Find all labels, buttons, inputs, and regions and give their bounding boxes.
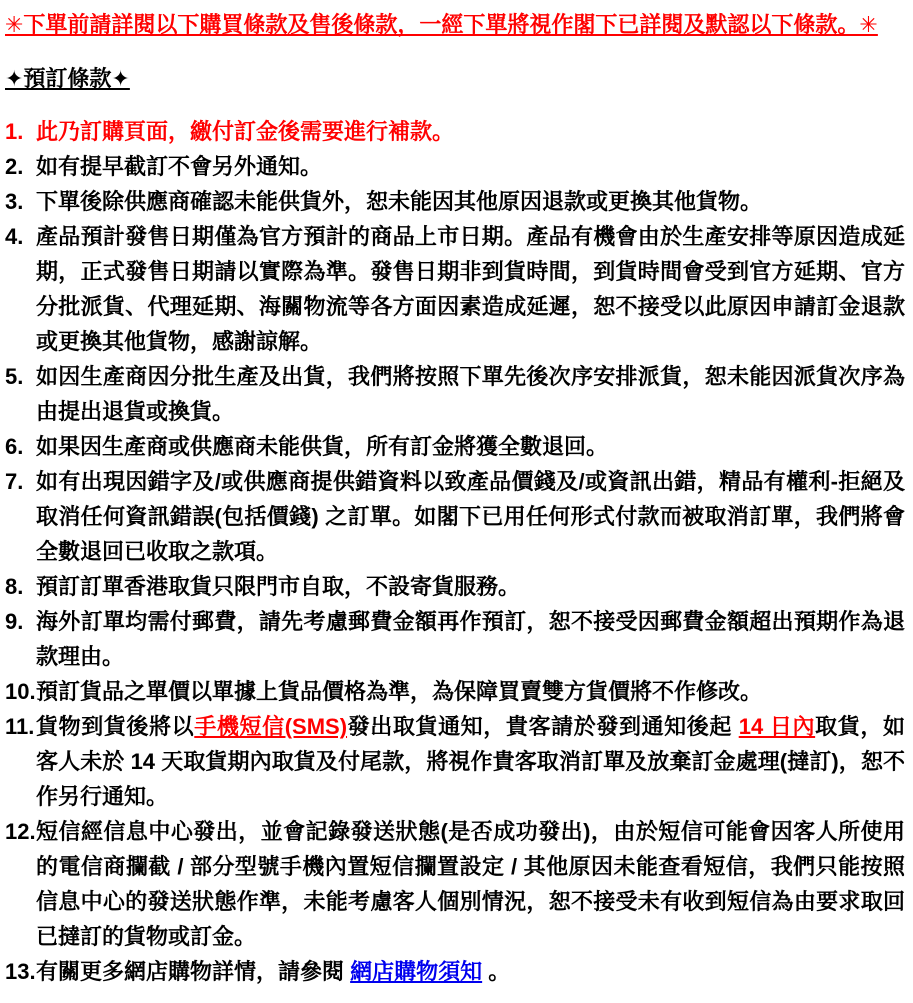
term-text: 取貨，如客人未於 14 天取貨期內取貨及付尾款，將視作貴客取消訂單及放棄訂金處理(撻訂)，恕不作另行通知。 <box>36 714 905 809</box>
term-text: 貨物到貨後將以 <box>36 714 195 739</box>
online-store-shopping-guide-link[interactable]: 網店購物須知 <box>350 959 483 984</box>
term-item-1 <box>5 114 905 149</box>
term-text: 如有出現因錯字及/或供應商提供錯資料以致產品價錢及/或資訊出錯，精品有權利-拒絕及取消任何資訊錯誤(包括價錢) 之訂單。如閣下已用任何形式付款而被取消訂單，我們將會全數退回已收取之款項。 <box>36 469 905 564</box>
term-text: 下單後除供應商確認未能供貨外，恕未能因其他原因退款或更換其他貨物。 <box>36 189 763 214</box>
term-item-number: 5. <box>5 364 24 389</box>
term-item-number: 4. <box>5 224 24 249</box>
term-text: 如果因生產商或供應商未能供貨，所有訂金將獲全數退回。 <box>36 434 609 459</box>
term-item-number: 1. <box>5 119 24 144</box>
term-item-4 <box>5 219 905 359</box>
term-text: 預訂貨品之單價以單據上貨品價格為準，為保障買賣雙方貨價將不作修改。 <box>36 679 763 704</box>
term-text: 有關更多網店購物詳情，請參閱 <box>36 959 351 984</box>
term-item-number: 7. <box>5 469 24 494</box>
term-item-10 <box>5 674 905 709</box>
term-item-11 <box>5 709 905 814</box>
term-text: 產品預計發售日期僅為官方預計的商品上市日期。產品有機會由於生產安排等原因造成延期，正式發售日期請以實際為準。發售日期非到貨時間，到貨時間會受到官方延期、官方分批派貨、代理延期、海關物流等各方面因素造成延遲，恕不接受以此原因申請訂金退款或更換其他貨物，感謝諒解。 <box>36 224 905 354</box>
term-text: 如有提早截訂不會另外通知。 <box>36 154 323 179</box>
term-item-12 <box>5 814 905 954</box>
highlighted-term-text: 手機短信(SMS) <box>194 714 348 739</box>
highlighted-term-text: 14 日內 <box>738 714 816 739</box>
term-text: 海外訂單均需付郵費，請先考慮郵費金額再作預訂，恕不接受因郵費金額超出預期作為退款理由。 <box>36 609 905 669</box>
term-item-number: 6. <box>5 434 24 459</box>
section-title-pre-order-terms: ✦預訂條款✦ <box>5 66 130 91</box>
term-item-8 <box>5 569 905 604</box>
term-item-number: 8. <box>5 574 24 599</box>
term-text: 此乃訂購頁面，繳付訂金後需要進行補款。 <box>36 119 455 144</box>
term-item-number: 12. <box>5 819 36 844</box>
term-item-number: 11. <box>5 714 35 739</box>
term-text: 。 <box>482 959 511 984</box>
terms-list <box>5 114 905 989</box>
term-item-number: 2. <box>5 154 24 179</box>
term-text: 發出取貨通知，貴客請於發到通知後起 <box>347 714 739 739</box>
term-item-number: 13. <box>5 959 36 984</box>
term-item-number: 3. <box>5 189 24 214</box>
term-item-number: 9. <box>5 609 24 634</box>
term-item-13 <box>5 954 905 989</box>
term-text: 短信經信息中心發出，並會記錄發送狀態(是否成功發出)，由於短信可能會因客人所使用的電信商攔截 / 部分型號手機內置短信攔置設定 / 其他原因未能查看短信，我們只能按照信息中心的發送狀態作準，未能考慮客人個別情況，恕不接受未有收到短信為由要求取回已撻訂的貨物或訂金。 <box>36 819 905 949</box>
term-item-number: 10. <box>5 679 36 704</box>
term-item-7 <box>5 464 905 569</box>
term-item-5 <box>5 359 905 429</box>
term-item-3 <box>5 184 905 219</box>
term-item-6 <box>5 429 905 464</box>
term-item-2 <box>5 149 905 184</box>
term-text: 如因生產商因分批生產及出貨，我們將按照下單先後次序安排派貨，恕未能因派貨次序為由提出退貨或換貨。 <box>36 364 905 424</box>
term-item-9 <box>5 604 905 674</box>
term-text: 預訂訂單香港取貨只限門市自取，不設寄貨服務。 <box>36 574 521 599</box>
pre-order-warning-notice: ✳下單前請詳閱以下購買條款及售後條款，一經下單將視作閣下已詳閱及默認以下條款。✳ <box>5 12 878 37</box>
